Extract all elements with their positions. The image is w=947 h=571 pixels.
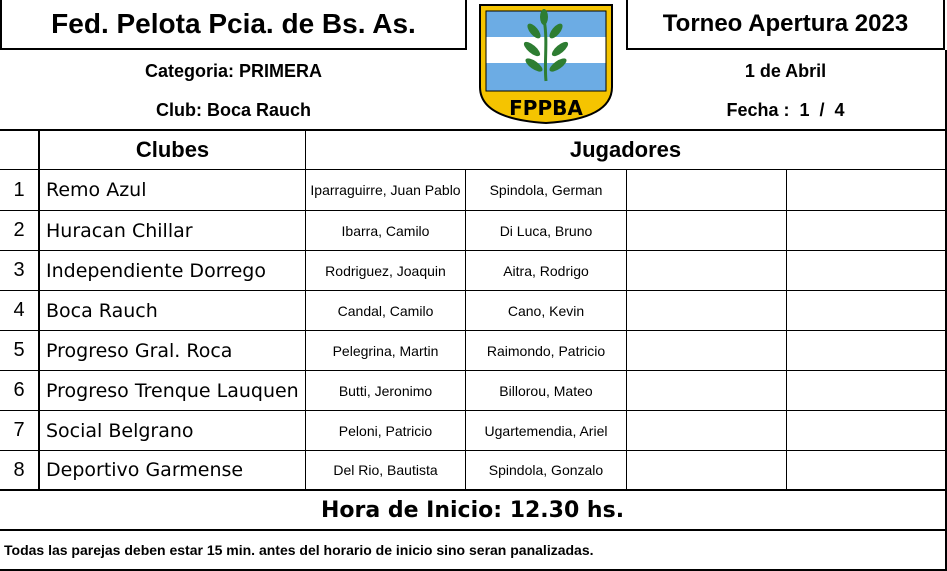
tournament-title: Torneo Apertura 2023 — [626, 0, 945, 50]
club-name: Social Belgrano — [46, 419, 194, 442]
player-1: Rodriguez, Joaquin — [325, 262, 446, 279]
row-number: 6 — [13, 379, 25, 401]
club-name: Boca Rauch — [46, 299, 158, 322]
player-2: Spindola, German — [489, 182, 603, 198]
federation-title: Fed. Pelota Pcia. de Bs. As. — [0, 0, 467, 50]
row-number: 4 — [13, 299, 25, 321]
row-number: 7 — [13, 419, 25, 441]
player-1: Peloni, Patricio — [338, 422, 433, 439]
player-2: Cano, Kevin — [507, 302, 585, 319]
player-2: Billorou, Mateo — [499, 382, 593, 399]
club-name: Progreso Trenque Lauquen — [46, 379, 299, 402]
col-header-jugadores: Jugadores — [569, 137, 682, 162]
player-1: Del Rio, Bautista — [333, 462, 438, 478]
date-label: 1 de Abril — [744, 60, 827, 81]
player-1: Butti, Jeronimo — [338, 382, 433, 399]
logo-text: FPPBA — [509, 96, 583, 120]
player-1: Candal, Camilo — [337, 302, 434, 319]
club-name: Progreso Gral. Roca — [46, 339, 233, 362]
player-1: Pelegrina, Martin — [332, 342, 439, 359]
player-2: Di Luca, Bruno — [499, 222, 593, 239]
player-1: Iparraguirre, Juan Pablo — [310, 182, 461, 198]
start-time: Hora de Inicio: 12.30 hs. — [320, 497, 625, 523]
club-name: Remo Azul — [46, 179, 147, 201]
row-number: 1 — [13, 178, 25, 201]
col-header-clubes: Clubes — [135, 137, 210, 162]
club-name: Huracan Chillar — [46, 219, 193, 242]
player-2: Spindola, Gonzalo — [488, 462, 604, 478]
player-2: Raimondo, Patricio — [486, 342, 606, 359]
row-number: 2 — [13, 219, 25, 241]
player-2: Ugartemendia, Ariel — [484, 422, 608, 439]
notice-text: Todas las parejas deben estar 15 min. antes del horario de inicio sino seran panalizadas. — [4, 542, 594, 558]
row-number: 5 — [13, 339, 25, 361]
player-2: Aitra, Rodrigo — [503, 262, 589, 279]
row-number: 3 — [13, 259, 25, 281]
club-name: Deportivo Garmense — [46, 459, 244, 481]
category-label: Categoria: PRIMERA — [144, 60, 323, 81]
fecha-label: Fecha : 1 / 4 — [726, 99, 845, 120]
player-1: Ibarra, Camilo — [341, 222, 430, 239]
row-number: 8 — [13, 458, 25, 481]
fppba-logo — [474, 1, 618, 126]
club-label: Club: Boca Rauch — [155, 99, 311, 120]
club-name: Independiente Dorrego — [46, 259, 266, 282]
